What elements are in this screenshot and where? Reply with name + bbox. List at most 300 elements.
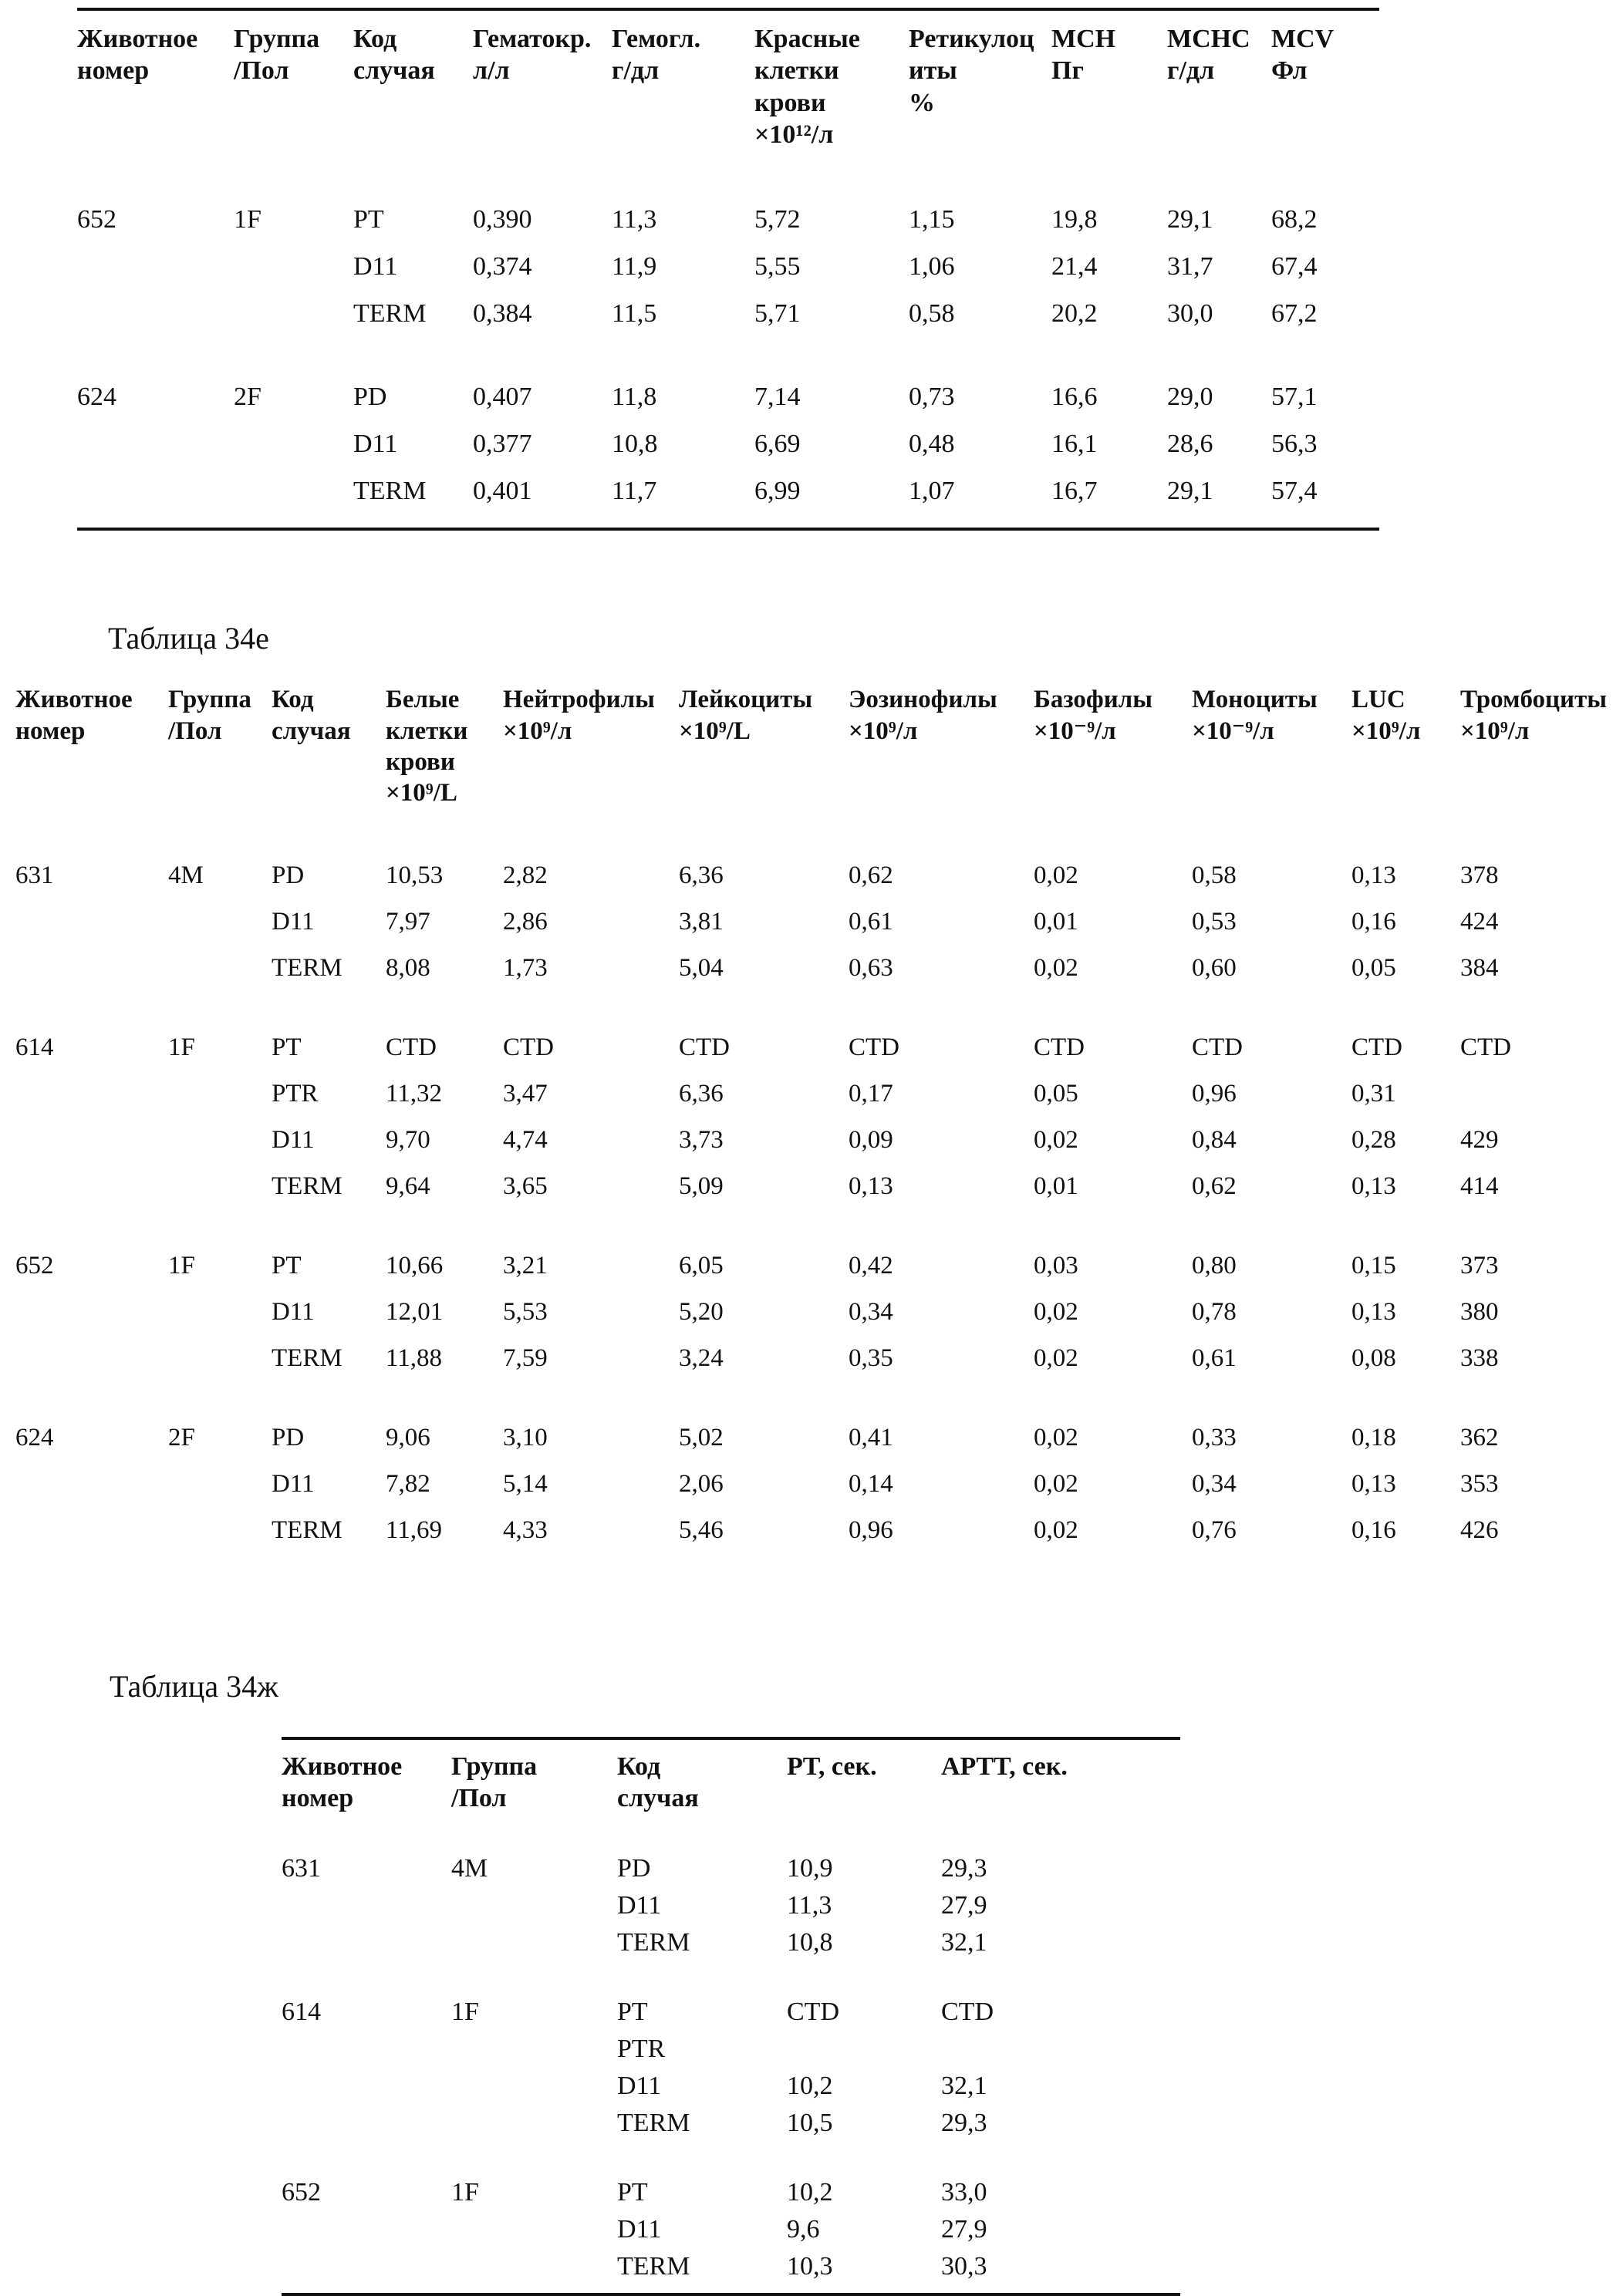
table-cell xyxy=(15,1164,168,1210)
table-row xyxy=(282,1887,1180,1924)
table-cell: 28,6 xyxy=(1167,430,1213,459)
table-cell: 67,2 xyxy=(1271,299,1318,329)
table-cell: 353 xyxy=(1460,1469,1499,1498)
table-cell: TERM xyxy=(617,1927,690,1957)
table-cell: 11,3 xyxy=(787,1890,832,1920)
table-cell xyxy=(451,2248,617,2294)
table-cell: 614 xyxy=(282,1997,321,2026)
table-cell: 0,02 xyxy=(1034,861,1078,890)
table-cell: 0,13 xyxy=(1351,1297,1396,1326)
table-34e-leukocytes-platelets xyxy=(15,684,1608,1553)
table-cell: 1F xyxy=(168,1252,195,1279)
table-cell: 0,61 xyxy=(1192,1344,1237,1372)
table-cell: 0,73 xyxy=(909,383,955,412)
table-cell: 7,59 xyxy=(503,1344,548,1372)
table-cell: 1F xyxy=(451,1997,479,2026)
table-cell xyxy=(282,2211,451,2248)
table-cell: CTD xyxy=(787,1997,839,2026)
table-cell: 1,07 xyxy=(909,477,955,506)
table-cell: 0,96 xyxy=(849,1515,893,1544)
table-cell: 426 xyxy=(1460,1515,1499,1544)
table-cell: 652 xyxy=(77,204,116,234)
table-cell: 0,13 xyxy=(1351,861,1396,890)
table-cell xyxy=(451,2068,617,2105)
table-cell xyxy=(15,1462,168,1508)
table-cell: 0,02 xyxy=(1034,1297,1078,1326)
table-cell: 30,0 xyxy=(1167,299,1213,329)
table-cell: 30,3 xyxy=(941,2252,987,2281)
table-cell xyxy=(1460,1071,1605,1118)
table-cell: 380 xyxy=(1460,1297,1499,1326)
table-cell: 652 xyxy=(15,1252,54,1279)
table-cell: 0,34 xyxy=(1192,1469,1237,1498)
table-cell: 32,1 xyxy=(941,1927,987,1957)
table-row xyxy=(282,2211,1180,2248)
table-cell: D11 xyxy=(617,1890,662,1920)
table-cell: 0,02 xyxy=(1034,1515,1078,1544)
table-row xyxy=(77,290,1379,337)
table-cell: 0,05 xyxy=(1034,1080,1078,1108)
table-cell: 10,8 xyxy=(787,1927,833,1957)
table-cell xyxy=(168,1164,272,1210)
table-cell: 10,3 xyxy=(787,2252,833,2281)
table-cell: 0,63 xyxy=(849,954,893,983)
table-cell: 20,2 xyxy=(1051,299,1098,329)
table-cell: 4,74 xyxy=(503,1126,548,1155)
table-cell: TERM xyxy=(272,1515,343,1544)
table-cell xyxy=(234,420,353,467)
table-row xyxy=(15,1164,1605,1210)
table-cell: PD xyxy=(353,383,387,412)
table-cell: 2,86 xyxy=(503,908,548,936)
table-cell: 3,21 xyxy=(503,1252,548,1279)
table-cell: TERM xyxy=(353,477,427,506)
table-cell: 3,10 xyxy=(503,1423,548,1451)
table-cell xyxy=(168,946,272,992)
table-cell: 7,14 xyxy=(754,383,801,412)
table-cell xyxy=(451,2211,617,2248)
table-cell: 0,02 xyxy=(1034,954,1078,983)
table-cell: 1,73 xyxy=(503,954,548,983)
table-cell: 21,4 xyxy=(1051,251,1098,281)
table-cell: 0,35 xyxy=(849,1344,893,1372)
table-cell: 11,88 xyxy=(386,1344,443,1372)
table-cell: 0,80 xyxy=(1192,1252,1237,1279)
table-cell: 9,70 xyxy=(386,1126,430,1155)
table-cell: 11,69 xyxy=(386,1515,443,1544)
table-cell: 6,36 xyxy=(679,1080,724,1108)
column-header: PT, сек. xyxy=(787,1752,877,1781)
table-cell: PD xyxy=(272,861,305,890)
table-cell: 16,6 xyxy=(1051,383,1098,412)
table-cell xyxy=(15,1336,168,1382)
table-cell: D11 xyxy=(353,430,398,459)
table-cell: 362 xyxy=(1460,1423,1499,1451)
column-header: Код случая xyxy=(272,686,351,745)
table-cell: 3,73 xyxy=(679,1126,724,1155)
table-cell: 1F xyxy=(451,2178,479,2207)
table-row xyxy=(77,196,1379,243)
column-header: Группа /Пол xyxy=(451,1752,538,1813)
table-cell: PD xyxy=(272,1423,305,1451)
table-cell: 1F xyxy=(168,1033,195,1062)
table-cell: 11,32 xyxy=(386,1080,443,1108)
column-header: Эозинофилы ×10⁹/л xyxy=(849,686,997,745)
table-cell: 57,1 xyxy=(1271,383,1318,412)
table-cell: 7,82 xyxy=(386,1469,430,1498)
table-cell xyxy=(451,1887,617,1924)
table-row xyxy=(282,2248,1180,2294)
column-header: Красные клетки крови ×10¹²/л xyxy=(754,25,860,150)
table-cell: 0,42 xyxy=(849,1252,893,1279)
table-cell: 11,9 xyxy=(612,251,657,281)
table-cell: 0,58 xyxy=(909,299,955,329)
table-cell: CTD xyxy=(1460,1033,1511,1062)
table-cell: 2F xyxy=(234,383,262,412)
table-cell: 652 xyxy=(282,2178,321,2207)
table-cell: D11 xyxy=(617,2215,662,2244)
table-cell: 9,06 xyxy=(386,1423,430,1451)
table-cell: 12,01 xyxy=(386,1297,444,1326)
header-row xyxy=(282,1738,1180,1850)
table-cell: 0,62 xyxy=(1192,1172,1237,1201)
table-cell: 0,17 xyxy=(849,1080,893,1108)
table-cell: 10,8 xyxy=(612,430,658,459)
table-cell: 29,3 xyxy=(941,2109,987,2138)
table-cell: 0,374 xyxy=(473,251,532,281)
table-cell: PTR xyxy=(617,2034,666,2063)
column-header: Лейкоциты ×10⁹/L xyxy=(679,686,813,745)
table-cell: 10,2 xyxy=(787,2072,833,2101)
table-cell: TERM xyxy=(272,954,343,983)
header-row xyxy=(77,9,1379,196)
column-header: MCH Пг xyxy=(1051,25,1116,86)
table-cell: 5,72 xyxy=(754,204,801,234)
table-cell: 10,2 xyxy=(787,2178,833,2207)
table-cell xyxy=(941,2031,1180,2068)
table-cell: CTD xyxy=(679,1033,730,1062)
table-row xyxy=(282,2068,1180,2105)
table-cell: D11 xyxy=(272,908,315,936)
table-row xyxy=(282,1961,1180,2031)
table-cell: 624 xyxy=(77,383,116,412)
table-cell: 0,08 xyxy=(1351,1344,1396,1372)
table-cell: 31,7 xyxy=(1167,251,1213,281)
table-cell: 0,02 xyxy=(1034,1126,1078,1155)
column-header: Код случая xyxy=(617,1752,699,1813)
table-cell: TERM xyxy=(617,2252,690,2281)
table-row xyxy=(15,1382,1605,1462)
table-cell: 33,0 xyxy=(941,2178,987,2207)
table-cell: 6,99 xyxy=(754,477,801,506)
table-cell: 0,15 xyxy=(1351,1252,1396,1279)
table-cell: 3,47 xyxy=(503,1080,548,1108)
table-cell: 29,3 xyxy=(941,1853,987,1883)
table-cell: 0,84 xyxy=(1192,1126,1237,1155)
table-cell: 5,53 xyxy=(503,1297,548,1326)
column-header: MCV Фл xyxy=(1271,25,1335,86)
table-cell: 5,02 xyxy=(679,1423,724,1451)
table-cell: 0,13 xyxy=(849,1172,893,1201)
column-header: LUC ×10⁹/л xyxy=(1351,686,1421,745)
table-cell: CTD xyxy=(1351,1033,1402,1062)
table-row xyxy=(77,420,1379,467)
table-cell: 429 xyxy=(1460,1126,1499,1155)
table-cell: 5,04 xyxy=(679,954,724,983)
table-cell: 631 xyxy=(282,1853,321,1883)
table-cell: 0,05 xyxy=(1351,954,1396,983)
table-cell xyxy=(77,243,234,290)
table-cell: 4M xyxy=(168,861,204,890)
column-header: MCHC г/дл xyxy=(1167,25,1250,86)
table-cell xyxy=(168,1508,272,1554)
table-cell: 10,5 xyxy=(787,2109,833,2138)
table-row xyxy=(77,467,1379,529)
table-cell: PT xyxy=(617,1997,648,2026)
table-cell xyxy=(15,1071,168,1118)
table-cell: D11 xyxy=(272,1126,315,1155)
table-cell: 9,6 xyxy=(787,2215,820,2244)
table-cell: 5,14 xyxy=(503,1469,548,1498)
table-cell xyxy=(77,420,234,467)
column-header: Тромбоциты ×10⁹/л xyxy=(1460,686,1608,745)
table-cell: 5,46 xyxy=(679,1515,724,1544)
table-cell: 5,20 xyxy=(679,1297,724,1326)
table-row xyxy=(15,1118,1605,1164)
column-header: Нейтрофилы ×10⁹/л xyxy=(503,686,655,745)
table-row xyxy=(15,1462,1605,1508)
table-row xyxy=(15,1508,1605,1554)
table-cell: 0,48 xyxy=(909,430,955,459)
table-cell: 29,1 xyxy=(1167,204,1213,234)
table-cell: D11 xyxy=(272,1297,315,1326)
table-cell: 384 xyxy=(1460,954,1499,983)
table-cell xyxy=(15,899,168,946)
table-cell: CTD xyxy=(386,1033,437,1062)
table-row xyxy=(282,1924,1180,1961)
table-cell: 0,401 xyxy=(473,477,532,506)
column-header: APTT, сек. xyxy=(941,1752,1068,1781)
table-cell xyxy=(282,1924,451,1961)
table-cell: 0,407 xyxy=(473,383,532,412)
table-cell: 0,28 xyxy=(1351,1126,1396,1155)
table-cell: 614 xyxy=(15,1033,54,1062)
table-cell: 0,58 xyxy=(1192,861,1237,890)
table-row xyxy=(15,853,1605,899)
table-cell xyxy=(787,2031,941,2068)
column-header: Животное номер xyxy=(77,25,198,86)
table-row xyxy=(15,946,1605,992)
table-cell xyxy=(234,467,353,529)
table-cell xyxy=(168,1118,272,1164)
table-cell xyxy=(15,1508,168,1554)
table-cell: 67,4 xyxy=(1271,251,1318,281)
table-cell: PT xyxy=(272,1252,302,1279)
table-cell: 16,1 xyxy=(1051,430,1098,459)
table-cell: PT xyxy=(272,1033,302,1062)
table-cell: 29,0 xyxy=(1167,383,1213,412)
table-row xyxy=(15,992,1605,1071)
column-header: Моноциты ×10⁻⁹/л xyxy=(1192,686,1318,745)
table-cell: 373 xyxy=(1460,1252,1499,1279)
table-cell: D11 xyxy=(617,2072,662,2101)
table-cell: 0,53 xyxy=(1192,908,1237,936)
table-cell: 32,1 xyxy=(941,2072,987,2101)
table-cell: 414 xyxy=(1460,1172,1499,1201)
column-header: Группа /Пол xyxy=(234,25,320,86)
table-cell: 9,64 xyxy=(386,1172,430,1201)
table-cell: 0,01 xyxy=(1034,1172,1078,1201)
table-cell: 7,97 xyxy=(386,908,430,936)
table-cell: 10,9 xyxy=(787,1853,833,1883)
table-cell xyxy=(282,2105,451,2142)
table-cell: 631 xyxy=(15,861,54,890)
table-cell: 5,55 xyxy=(754,251,801,281)
table-cell: 0,96 xyxy=(1192,1080,1237,1108)
table-cell xyxy=(282,2068,451,2105)
table-cell: CTD xyxy=(941,1997,994,2026)
column-header: Гематокр. л/л xyxy=(473,25,592,86)
table-row xyxy=(15,1071,1605,1118)
table-cell: CTD xyxy=(1034,1033,1085,1062)
table-cell xyxy=(282,2248,451,2294)
table-cell xyxy=(168,1462,272,1508)
table-cell: 0,13 xyxy=(1351,1469,1396,1498)
column-header: Животное номер xyxy=(15,686,133,745)
table-cell xyxy=(77,467,234,529)
table-cell: D11 xyxy=(353,251,398,281)
table-cell: 0,62 xyxy=(849,861,893,890)
table-cell: 5,09 xyxy=(679,1172,724,1201)
column-header: Белые клетки крови ×10⁹/L xyxy=(386,686,468,807)
table-row xyxy=(282,1850,1180,1887)
table-cell: 624 xyxy=(15,1423,54,1451)
table-cell: 0,377 xyxy=(473,430,532,459)
table-cell: 0,34 xyxy=(849,1297,893,1326)
table-cell: 0,384 xyxy=(473,299,532,329)
table-cell: 0,02 xyxy=(1034,1469,1078,1498)
table-cell xyxy=(15,1290,168,1336)
table-cell: 3,24 xyxy=(679,1344,724,1372)
table-cell xyxy=(451,1924,617,1961)
table-row xyxy=(15,1290,1605,1336)
hematology-table-continuation xyxy=(77,8,1379,531)
table-cell: 68,2 xyxy=(1271,204,1318,234)
column-header: Код случая xyxy=(353,25,435,86)
table-cell: 0,13 xyxy=(1351,1172,1396,1201)
table-cell xyxy=(15,946,168,992)
table-cell xyxy=(234,290,353,337)
table-cell: 6,05 xyxy=(679,1252,724,1279)
table-cell: 0,76 xyxy=(1192,1515,1237,1544)
table-cell: 4M xyxy=(451,1853,488,1883)
table-cell: 378 xyxy=(1460,861,1499,890)
table-cell xyxy=(168,1071,272,1118)
table-cell xyxy=(451,2031,617,2068)
column-header: Гемогл. г/дл xyxy=(612,25,701,86)
table-cell: CTD xyxy=(849,1033,899,1062)
table-row xyxy=(15,1336,1605,1382)
header-row xyxy=(15,684,1605,853)
table-cell: 3,65 xyxy=(503,1172,548,1201)
table-cell xyxy=(168,899,272,946)
table-row xyxy=(282,2105,1180,2142)
table-cell: 1F xyxy=(234,204,262,234)
table-cell xyxy=(168,1336,272,1382)
table-34e-title: Таблица 34е xyxy=(108,621,269,656)
table-cell: 0,31 xyxy=(1351,1080,1396,1108)
table-cell: 29,1 xyxy=(1167,477,1213,506)
table-cell: PD xyxy=(617,1853,651,1883)
table-cell: TERM xyxy=(617,2109,690,2138)
table-cell: 0,02 xyxy=(1034,1423,1078,1451)
table-cell: 56,3 xyxy=(1271,430,1318,459)
table-cell: 338 xyxy=(1460,1344,1499,1372)
table-cell: PT xyxy=(353,204,384,234)
table-cell: 2,82 xyxy=(503,861,548,890)
table-cell: 27,9 xyxy=(941,2215,987,2244)
table-cell: PT xyxy=(617,2178,648,2207)
table-cell xyxy=(77,290,234,337)
table-cell xyxy=(15,1118,168,1164)
table-cell: 19,8 xyxy=(1051,204,1098,234)
table-cell: 0,390 xyxy=(473,204,532,234)
table-cell: 3,81 xyxy=(679,908,724,936)
table-cell: 0,16 xyxy=(1351,908,1396,936)
table-cell: 424 xyxy=(1460,908,1499,936)
table-cell: CTD xyxy=(1192,1033,1243,1062)
table-cell: 0,60 xyxy=(1192,954,1237,983)
table-cell: PTR xyxy=(272,1080,319,1108)
table-cell xyxy=(451,2105,617,2142)
table-cell: 2,06 xyxy=(679,1469,724,1498)
table-cell: 11,3 xyxy=(612,204,657,234)
table-cell: 0,01 xyxy=(1034,908,1078,936)
table-cell xyxy=(168,1290,272,1336)
table-34zh-title: Таблица 34ж xyxy=(110,1668,278,1704)
column-header: Группа /Пол xyxy=(168,686,251,745)
table-row xyxy=(77,243,1379,290)
table-cell xyxy=(282,2031,451,2068)
table-cell: 8,08 xyxy=(386,954,430,983)
table-cell: 11,8 xyxy=(612,383,657,412)
table-cell: 4,33 xyxy=(503,1515,548,1544)
table-cell: 6,69 xyxy=(754,430,801,459)
table-cell: 11,5 xyxy=(612,299,657,329)
table-row xyxy=(15,1210,1605,1290)
table-cell: 0,61 xyxy=(849,908,893,936)
table-cell: 0,16 xyxy=(1351,1515,1396,1544)
column-header: Ретикулоц иты % xyxy=(909,25,1034,117)
table-cell: 0,18 xyxy=(1351,1423,1396,1451)
table-cell: 0,03 xyxy=(1034,1252,1078,1279)
table-cell xyxy=(234,243,353,290)
table-cell: 0,78 xyxy=(1192,1297,1237,1326)
table-cell: 0,41 xyxy=(849,1423,893,1451)
table-cell: 0,14 xyxy=(849,1469,893,1498)
table-cell: 57,4 xyxy=(1271,477,1318,506)
table-cell: 5,71 xyxy=(754,299,801,329)
table-row xyxy=(15,899,1605,946)
table-row xyxy=(77,337,1379,420)
table-cell: TERM xyxy=(272,1172,343,1201)
table-cell: 16,7 xyxy=(1051,477,1098,506)
table-cell: TERM xyxy=(353,299,427,329)
table-cell: 6,36 xyxy=(679,861,724,890)
table-cell: 10,66 xyxy=(386,1252,444,1279)
table-cell: 0,02 xyxy=(1034,1344,1078,1372)
table-cell: CTD xyxy=(503,1033,554,1062)
